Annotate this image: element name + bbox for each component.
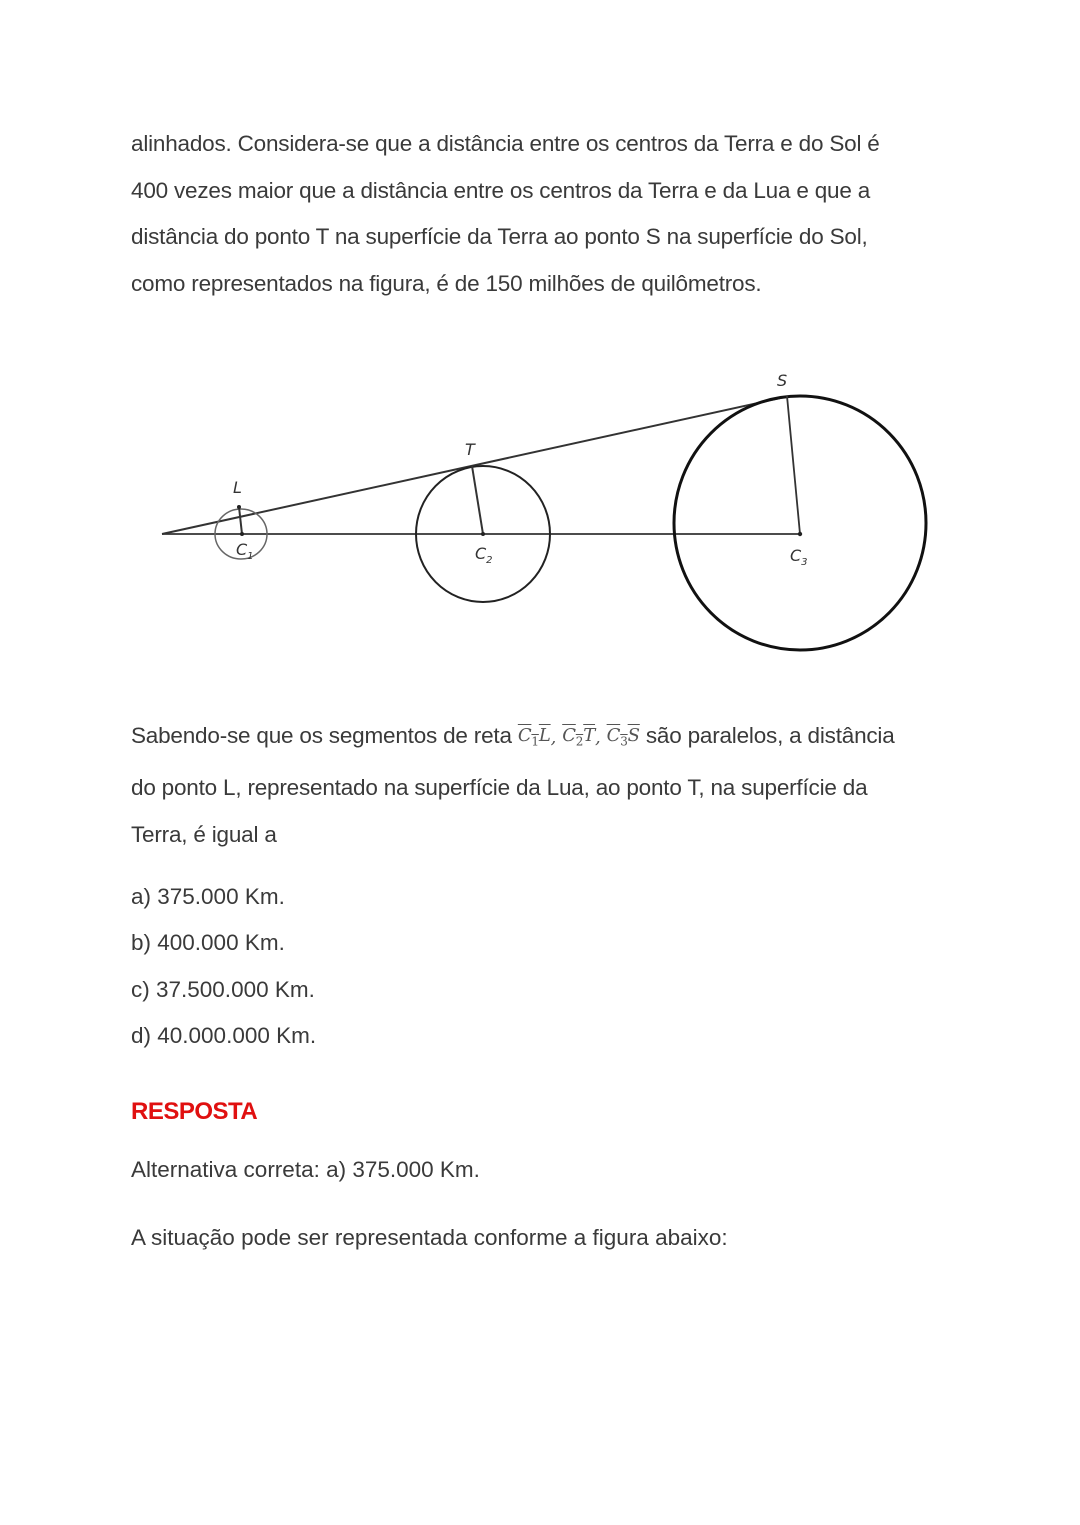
intro-line: alinhados. Considera-se que a distância entre os centros da Terra e do Sol é [131,131,880,156]
question-line-3: Terra, é igual a [131,821,277,847]
point-c2 [481,532,485,536]
label-c3: $C_3$ [790,546,808,568]
followup-text: A situação pode ser representada conforme a figura abaixo: [131,1225,728,1250]
intro-line: distância do ponto T na superfície da Terra ao ponto S na superfície do Sol, [131,224,868,249]
label-c1: $C_1$ [236,540,254,562]
question-prefix: Sabendo-se que os segmentos de reta [131,723,512,748]
question-line-2: do ponto L, representado na superfície da Lua, ao ponto T, na superfície da [131,775,868,801]
radius-c2-t [472,466,483,534]
question-suffix: são paralelos, a distância [645,723,895,748]
label-s: S [777,371,788,390]
option-b: b) 400.000 Km. [131,930,285,955]
intro-line: como representados na figura, é de 150 milhões de quilômetros. [131,270,762,296]
option-c: c) 37.500.000 Km. [131,977,315,1002]
answer-heading: RESPOSTA [131,1098,258,1125]
sun-circle [674,396,926,650]
option-d: d) 40.000.000 Km. [131,1023,317,1048]
point-c3 [798,532,802,536]
question-line-1: Sabendo-se que os segmentos de reta $C_1L$, $C_2T$, $C_3S$ são paralelos, a distância [131,723,895,749]
segment-c1l: $C_1L$ [517,725,551,749]
radius-c1-l [239,507,242,534]
geometry-figure [150,360,950,670]
intro-paragraph [131,121,961,307]
radius-c3-s [787,396,800,534]
point-l [237,505,241,509]
label-c2: $C_2$ [475,544,493,566]
segment-c2t: $C_2T$ [562,725,596,749]
segment-c3s: $C_3S$ [606,725,640,749]
question-paragraph [131,713,961,858]
label-l: L [233,478,242,497]
point-c1 [240,532,244,536]
label-t: T [465,440,475,459]
intro-line: 400 vezes maior que a distância entre os centros da Terra e da Lua e que a [131,177,871,203]
correct-answer: Alternativa correta: a) 375.000 Km. [131,1157,480,1182]
option-a: a) 375.000 Km. [131,884,285,909]
